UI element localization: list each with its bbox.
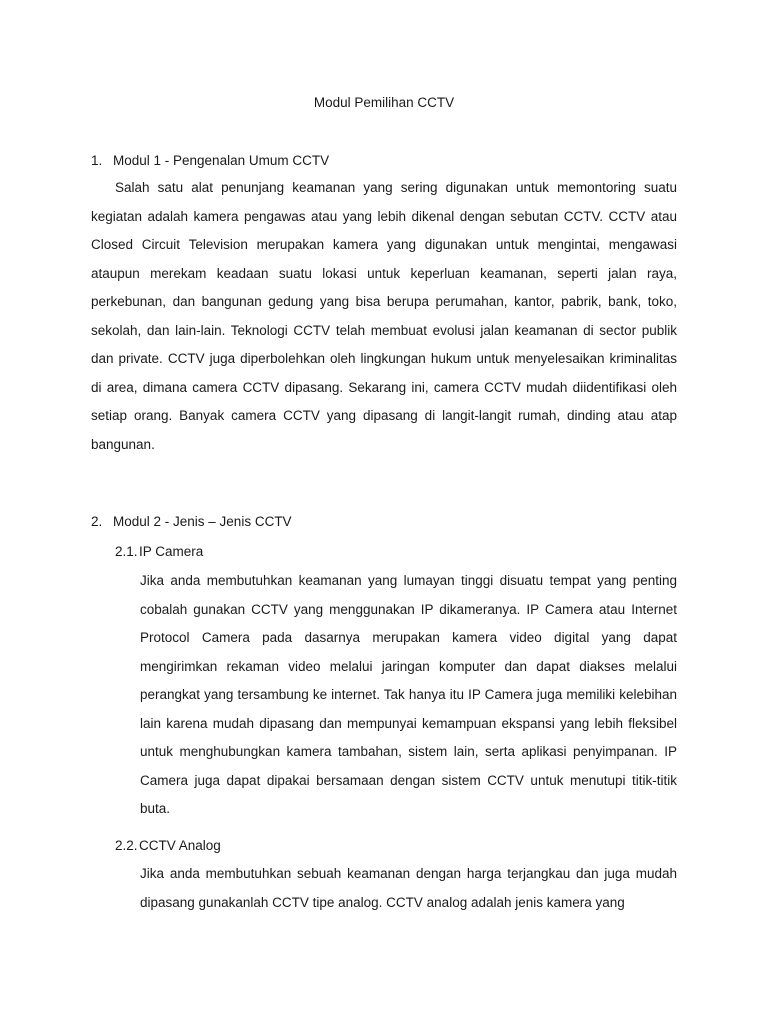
subsection-2-1-title: IP Camera (139, 544, 204, 559)
section-2-title: Modul 2 - Jenis – Jenis CCTV (113, 514, 292, 529)
section-1-title: Modul 1 - Pengenalan Umum CCTV (113, 153, 330, 168)
document-title: Modul Pemilihan CCTV (313, 95, 455, 110)
subsection-2-1-paragraph: Jika anda membutuhkan keamanan yang lumayan tinggi disuatu tempat yang penting cobalah gunakan CCTV yang menggunakan IP dikameranya. IP Camera atau Internet Protocol Camera pada dasarnya merupakan kamera video digital yang dapat mengirimkan rekaman video melalui jaringan komputer dan dapat diakses melalui perangkat yang tersambung ke internet. Tak hanya itu IP Camera juga memiliki kelebihan lain karena mudah dipasang dan mempunyai kemampuan ekspansi yang lebih fleksibel untuk menghubungkan kamera tambahan, sistem lain, serta aplikasi penyimpanan. IP Camera juga dapat dipakai bersamaan dengan sistem CCTV untuk menutupi titik-titik buta. (140, 573, 677, 816)
subsection-2-1-heading (115, 543, 203, 561)
subsection-2-1-number: 2.1. (115, 544, 138, 559)
section-2-heading (91, 513, 292, 531)
section-2-number: 2. (91, 514, 103, 529)
section-1-number: 1. (91, 153, 103, 168)
subsection-2-2-number: 2.2. (115, 838, 138, 853)
subsection-2-2-heading (115, 837, 221, 855)
subsection-2-2-title: CCTV Analog (139, 838, 221, 853)
section-1-paragraph: Salah satu alat penunjang keamanan yang sering digunakan untuk memontoring suatu kegiatan adalah kamera pengawas atau yang lebih dikenal dengan sebutan CCTV. CCTV atau Closed Circuit Television merupakan kamera yang digunakan untuk mengintai, mengawasi ataupun merekam keadaan suatu lokasi untuk keperluan keamanan, seperti jalan raya, perkebunan, dan bangunan gedung yang bisa berupa perumahan, kantor, pabrik, bank, toko, sekolah, dan lain-lain. Teknologi CCTV telah membuat evolusi jalan keamanan di sector publik dan private. CCTV juga diperbolehkan oleh lingkungan hukum untuk menyelesaikan kriminalitas di area, dimana camera CCTV dipasang. Sekarang ini, camera CCTV mudah diidentifikasi oleh setiap orang. Banyak camera CCTV yang dipasang di langit-langit rumah, dinding atau atap bangunan. (91, 180, 677, 452)
subsection-2-2-paragraph: Jika anda membutuhkan sebuah keamanan dengan harga terjangkau dan juga mudah dipasang gunakanlah CCTV tipe analog. CCTV analog adalah jenis kamera yang (140, 866, 677, 910)
section-1-heading (91, 152, 329, 170)
